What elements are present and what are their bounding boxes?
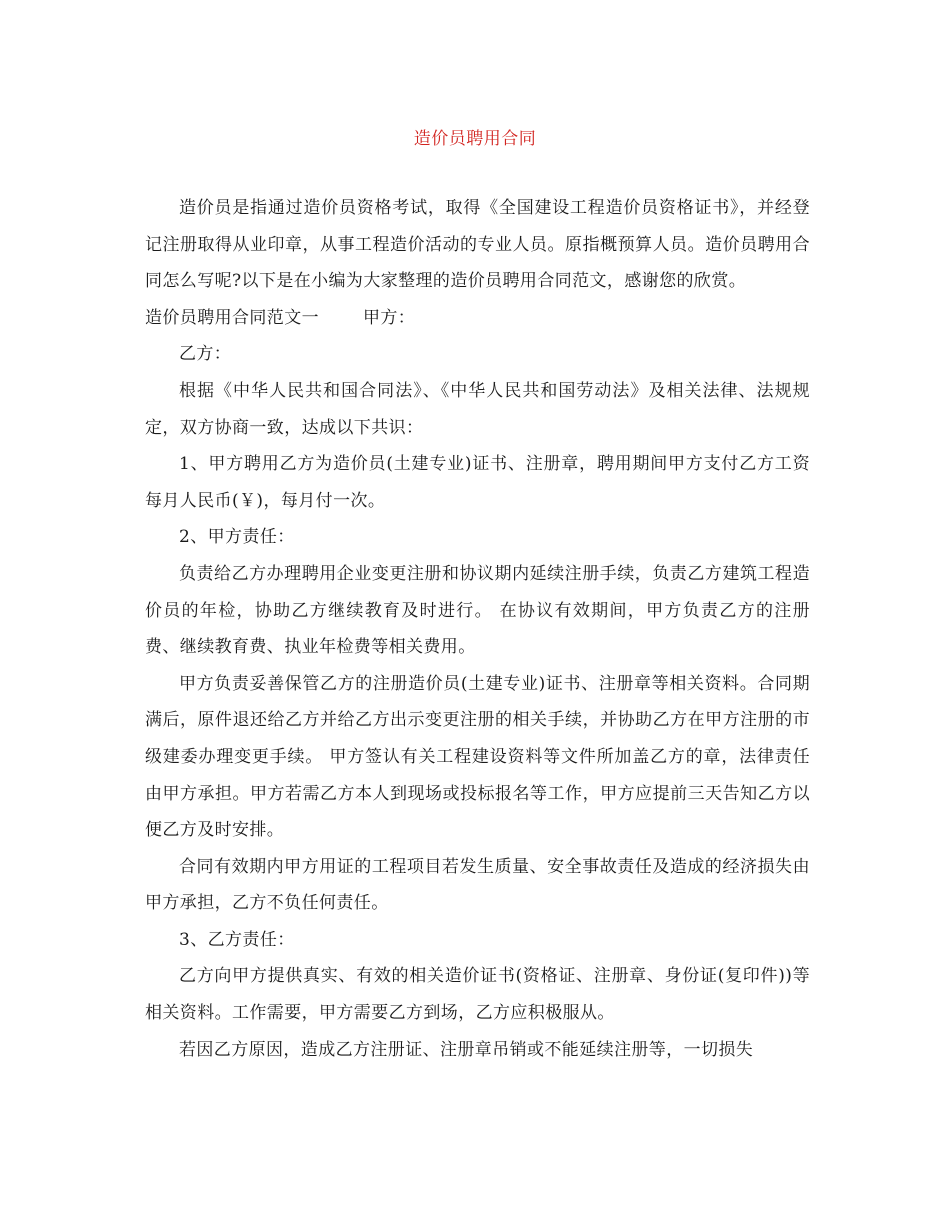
sample-heading: 造价员聘用合同范文一 bbox=[145, 307, 319, 328]
document-title: 造价员聘用合同 bbox=[413, 129, 537, 149]
document-body bbox=[145, 190, 810, 1068]
party-a-label: 甲方： bbox=[363, 307, 416, 328]
clause-2-paragraph-1: 负责给乙方办理聘用企业变更注册和协议期内延续注册手续，负责乙方建筑工程造价员的年检，协助乙方继续教育及时进行。 在协议有效期间，甲方负责乙方的注册费、继续教育费、执业年检费等相关费用。 bbox=[145, 563, 810, 658]
clause-2-paragraph-2: 甲方负责妥善保管乙方的注册造价员(土建专业)证书、注册章等相关资料。合同期满后，原件退还给乙方并给乙方出示变更注册的相关手续，并协助乙方在甲方注册的市级建委办理变更手续。 甲方签认有关工程建设资料等文件所加盖乙方的章，法律责任由甲方承担。甲方若需乙方本人到现场或投标报名等工作，甲方应提前三天告知乙方以便乙方及时安排。 bbox=[145, 673, 810, 841]
clause-2-paragraph-3: 合同有效期内甲方用证的工程项目若发生质量、安全事故责任及造成的经济损失由甲方承担，乙方不负任何责任。 bbox=[145, 856, 810, 914]
basis-paragraph: 根据《中华人民共和国合同法》、《中华人民共和国劳动法》及相关法律、法规规定，双方协商一致，达成以下共识： bbox=[145, 380, 810, 438]
clause-3-paragraph-1: 乙方向甲方提供真实、有效的相关造价证书(资格证、注册章、身份证(复印件))等相关资料。工作需要，甲方需要乙方到场，乙方应积极服从。 bbox=[145, 966, 810, 1024]
clause-3-heading: 3、乙方责任： bbox=[179, 929, 295, 950]
sample-heading-line bbox=[145, 300, 810, 337]
clause-1: 1、甲方聘用乙方为造价员(土建专业)证书、注册章，聘用期间甲方支付乙方工资每月人民币(￥)，每月付一次。 bbox=[145, 454, 810, 511]
party-b-label: 乙方： bbox=[179, 344, 232, 365]
clause-3-paragraph-2: 若因乙方原因，造成乙方注册证、注册章吊销或不能延续注册等，一切损失 bbox=[179, 1039, 754, 1060]
intro-paragraph: 造价员是指通过造价员资格考试，取得《全国建设工程造价员资格证书》，并经登记注册取得从业印章，从事工程造价活动的专业人员。原指概预算人员。造价员聘用合同怎么写呢?以下是在小编为大家整理的造价员聘用合同范文，感谢您的欣赏。 bbox=[145, 198, 810, 292]
clause-2-heading: 2、甲方责任： bbox=[179, 527, 295, 548]
